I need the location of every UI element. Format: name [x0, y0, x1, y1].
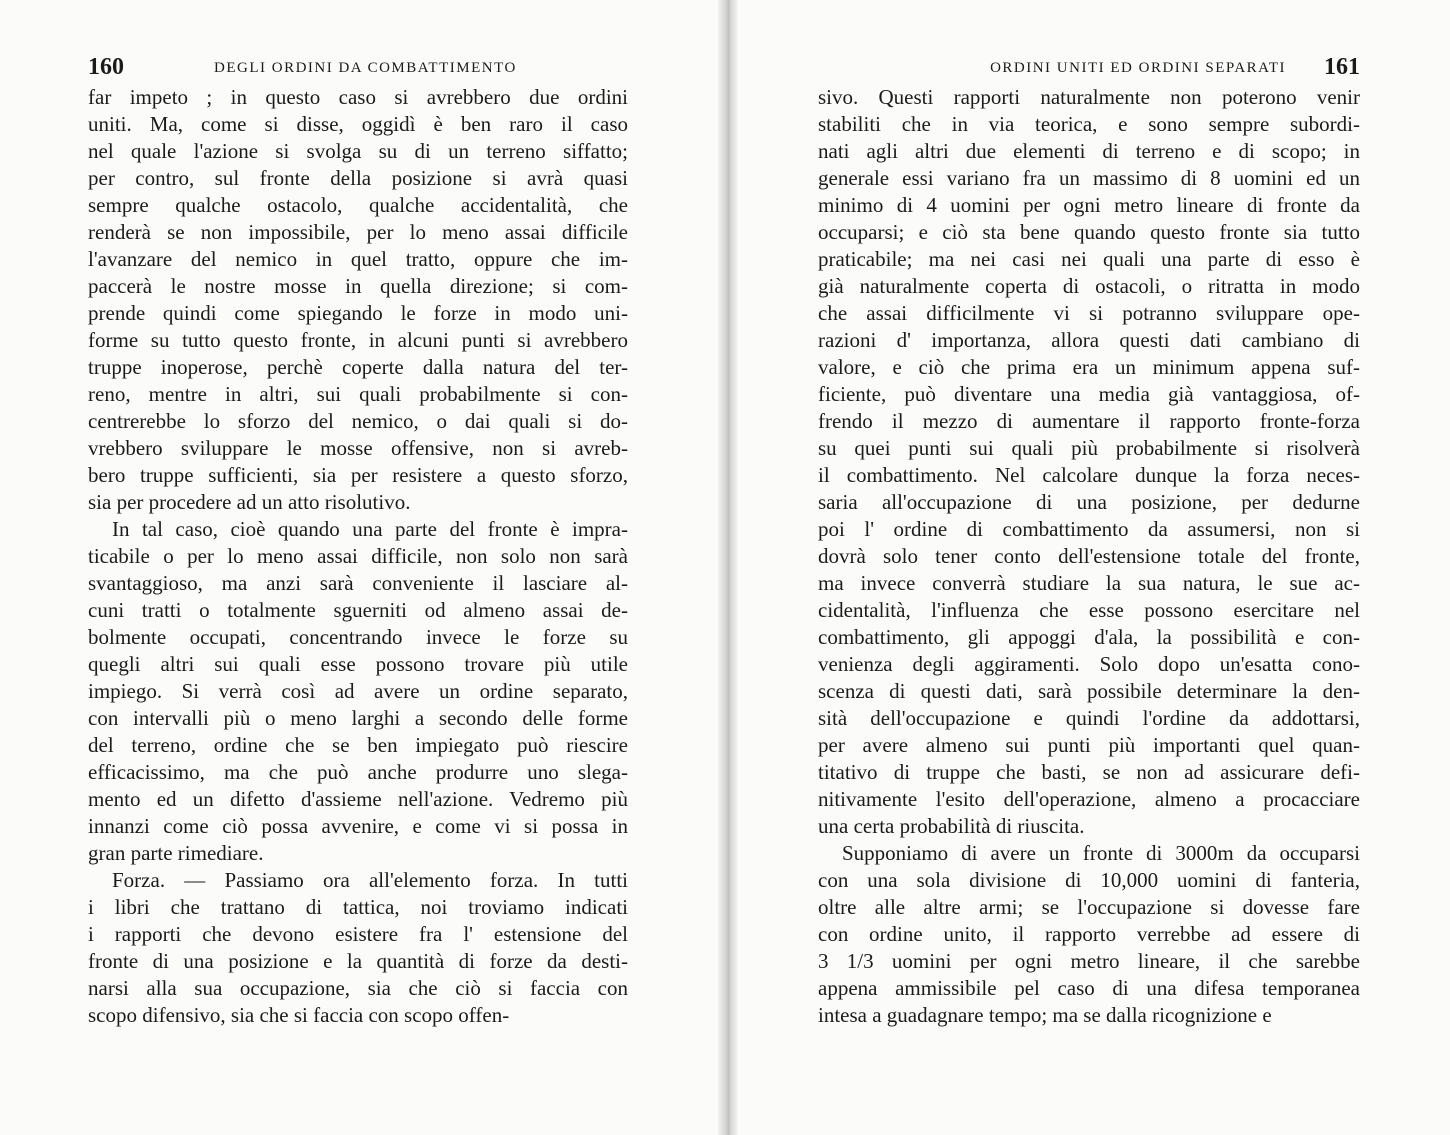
text-line: ticabile o per lo meno assai difficile, non solo non sarà — [88, 544, 628, 568]
text-line: poi l' ordine di combattimento da assumersi, non si — [818, 517, 1360, 541]
text-line: titativo di truppe che basti, se non ad assicurare defi- — [818, 760, 1360, 784]
text-line: narsi alla sua occupazione, sia che ciò si faccia con — [88, 976, 628, 1000]
text-line: far impeto ; in questo caso si avrebbero due ordini — [88, 85, 628, 109]
book-gutter — [718, 0, 738, 1135]
text-line: centrerebbe lo sforzo del nemico, o dai quali si do- — [88, 409, 628, 433]
text-line: mento ed un difetto d'assieme nell'azione. Vedremo più — [88, 787, 628, 811]
text-line: che assai difficilmente vi si potranno sviluppare ope- — [818, 301, 1360, 325]
text-line: dovrà solo tener conto dell'estensione totale del fronte, — [818, 544, 1360, 568]
text-line: per contro, sul fronte della posizione si avrà quasi — [88, 166, 628, 190]
text-line: efficacissimo, ma che può anche produrre uno slega- — [88, 760, 628, 784]
text-line: truppe inoperose, perchè coperte dalla natura del ter- — [88, 355, 628, 379]
text-line: razioni d' importanza, allora questi dati cambiano di — [818, 328, 1360, 352]
text-line: con ordine unito, il rapporto verrebbe ad essere di — [818, 922, 1360, 946]
text-line: intesa a guadagnare tempo; ma se dalla ricognizione e — [818, 1003, 1272, 1027]
text-line: oltre alle altre armi; se l'occupazione si dovesse fare — [818, 895, 1360, 919]
text-line: appena ammissibile pel caso di una difesa temporanea — [818, 976, 1360, 1000]
text-line: già naturalmente coperta di ostacoli, o ritratta in modo — [818, 274, 1360, 298]
text-line: ma invece converrà studiare la sua natura, le sue ac- — [818, 571, 1360, 595]
text-line: fronte di una posizione e la quantità di forze da desti- — [88, 949, 628, 973]
text-line: prende quindi come spiegando le forze in modo uni- — [88, 301, 628, 325]
text-line: il combattimento. Nel calcolare dunque la forza neces- — [818, 463, 1360, 487]
text-line: paccerà le nostre mosse in quella direzione; si com- — [88, 274, 628, 298]
text-line: sivo. Questi rapporti naturalmente non poterono venir — [818, 85, 1360, 109]
text-line: su quei punti sui quali più probabilmente si risolverà — [818, 436, 1360, 460]
text-line: per avere almeno sui punti più importanti quel quan- — [818, 733, 1360, 757]
text-line: venienza degli aggiramenti. Solo dopo un'esatta cono- — [818, 652, 1360, 676]
text-line: cidentalità, l'influenza che esse possono esercitare nel — [818, 598, 1360, 622]
text-line: bolmente occupati, concentrando invece le forze su — [88, 625, 628, 649]
text-line: frendo il mezzo di aumentare il rapporto fronte-forza — [818, 409, 1360, 433]
text-line: In tal caso, cioè quando una parte del fronte è impra- — [112, 517, 628, 541]
text-line: quegli altri sui quali esse possono trovare più utile — [88, 652, 628, 676]
page-number: 161 — [1324, 54, 1360, 80]
text-line: Forza. — Passiamo ora all'elemento forza. In tutti — [112, 868, 628, 892]
text-line: vrebbero sviluppare le mosse offensive, non si avreb- — [88, 436, 628, 460]
page-number: 160 — [88, 54, 124, 80]
text-line: 3 1/3 uomini per ogni metro lineare, il che sarebbe — [818, 949, 1360, 973]
text-line: innanzi come ciò possa avvenire, e come vi si possa in — [88, 814, 628, 838]
text-line: praticabile; ma nei casi nei quali una parte di esso è — [818, 247, 1360, 271]
right-page-header — [818, 54, 1360, 84]
text-line: nati agli altri due elementi di terreno e di scopo; in — [818, 139, 1360, 163]
text-line: ficiente, può diventare una media già vantaggiosa, of- — [818, 382, 1360, 406]
left-page — [0, 0, 718, 1135]
text-line: sempre qualche ostacolo, qualche accidentalità, che — [88, 193, 628, 217]
left-page-body — [88, 84, 628, 1029]
running-head: DEGLI ORDINI DA COMBATTIMENTO — [214, 60, 517, 76]
text-line: Supponiamo di avere un fronte di 3000m da occuparsi — [842, 841, 1360, 865]
text-line: uniti. Ma, come si disse, oggidì è ben raro il caso — [88, 112, 628, 136]
text-line: scopo difensivo, sia che si faccia con scopo offen- — [88, 1003, 510, 1027]
text-line: bero truppe sufficienti, sia per resistere a questo sforzo, — [88, 463, 628, 487]
text-line: sità dell'occupazione e quindi l'ordine da addottarsi, — [818, 706, 1360, 730]
text-line: con una sola divisione di 10,000 uomini di fanteria, — [818, 868, 1360, 892]
text-line: cuni tratti o totalmente sguerniti od almeno assai de- — [88, 598, 628, 622]
text-line: gran parte rimediare. — [88, 841, 264, 865]
text-line: valore, e ciò che prima era un minimum appena suf- — [818, 355, 1360, 379]
running-head: ORDINI UNITI ED ORDINI SEPARATI — [990, 60, 1286, 76]
text-line: reno, mentre in altri, sui quali probabilmente si con- — [88, 382, 628, 406]
text-line: saria all'occupazione di una posizione, per dedurne — [818, 490, 1360, 514]
text-line: una certa probabilità di riuscita. — [818, 814, 1085, 838]
right-page — [738, 0, 1450, 1135]
text-line: i libri che trattano di tattica, noi troviamo indicati — [88, 895, 628, 919]
right-page-body — [818, 84, 1360, 1029]
text-line: forme su tutto questo fronte, in alcuni punti si avrebbero — [88, 328, 628, 352]
text-line: nel quale l'azione si svolga su di un terreno siffatto; — [88, 139, 628, 163]
text-line: nitivamente l'esito dell'operazione, almeno a procacciare — [818, 787, 1360, 811]
text-line: i rapporti che devono esistere fra l' estensione del — [88, 922, 628, 946]
left-page-header — [88, 54, 628, 84]
text-line: sia per procedere ad un atto risolutivo. — [88, 490, 411, 514]
text-line: generale essi variano fra un massimo di 8 uomini ed un — [818, 166, 1360, 190]
text-line: con intervalli più o meno larghi a secondo delle forme — [88, 706, 628, 730]
text-line: impiego. Si verrà così ad avere un ordine separato, — [88, 679, 628, 703]
text-line: renderà se non impossibile, per lo meno assai difficile — [88, 220, 628, 244]
text-line: occuparsi; e ciò sta bene quando questo fronte sia tutto — [818, 220, 1360, 244]
text-line: scenza di questi dati, sarà possibile determinare la den- — [818, 679, 1360, 703]
text-line: combattimento, gli appoggi d'ala, la possibilità e con- — [818, 625, 1360, 649]
text-line: svantaggioso, ma anzi sarà conveniente il lasciare al- — [88, 571, 628, 595]
text-line: l'avanzare del nemico in quel tratto, oppure che im- — [88, 247, 628, 271]
text-line: stabiliti che in via teorica, e sono sempre subordi- — [818, 112, 1360, 136]
text-line: minimo di 4 uomini per ogni metro lineare di fronte da — [818, 193, 1360, 217]
text-line: del terreno, ordine che se ben impiegato può riescire — [88, 733, 628, 757]
